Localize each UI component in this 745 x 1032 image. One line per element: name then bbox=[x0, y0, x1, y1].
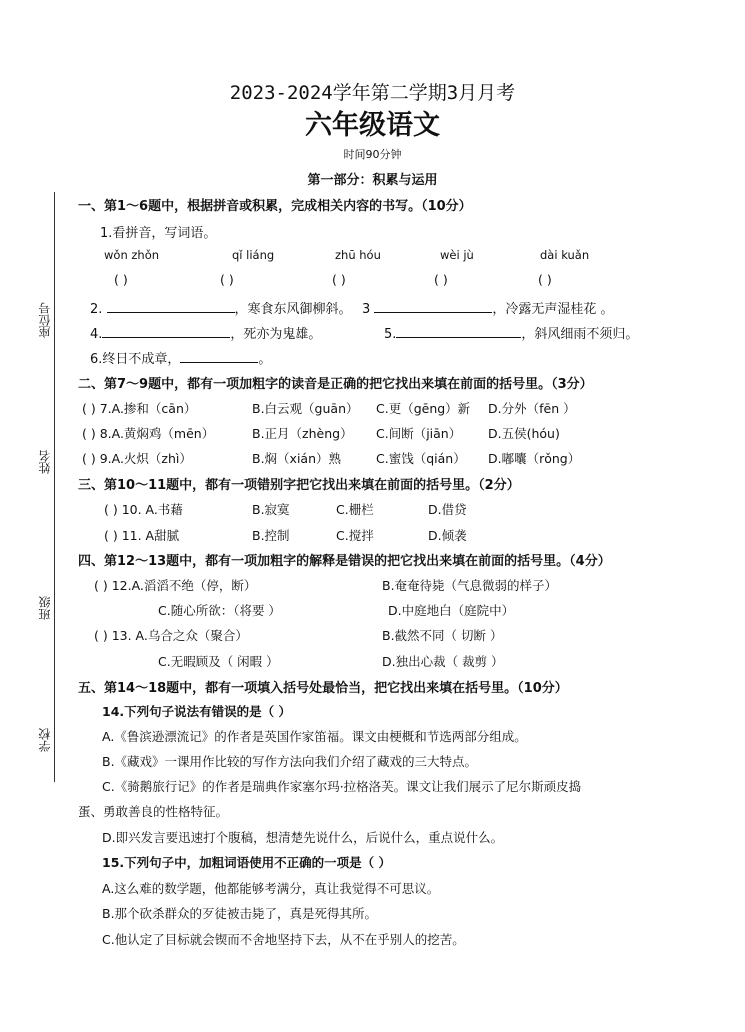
q12-option-a: ( ) 12.A.滔滔不绝（停，断） bbox=[94, 578, 257, 593]
q13-option-b: B.截然不同（ 切断 ） bbox=[382, 628, 503, 643]
q13-option-d: D.独出心裁（ 裁剪 ） bbox=[382, 654, 504, 669]
q2-number: 2. bbox=[90, 302, 103, 317]
school-label: 学校 bbox=[38, 728, 52, 752]
q2-heading: 二、第7～9题中，都有一项加粗字的读音是正确的把它找出来填在前面的括号里。（3分） bbox=[78, 377, 593, 392]
answer-paren-4[interactable]: ( ) bbox=[434, 272, 448, 287]
q8-option-a: ( ) 8.A.黄焖鸡（mēn） bbox=[82, 426, 215, 441]
q12-option-c: C.随心所欲：（将要 ） bbox=[158, 603, 281, 618]
binding-line bbox=[54, 192, 55, 782]
q6-end: 。 bbox=[258, 352, 272, 367]
q7-option-c: C.更（gēng）新 bbox=[376, 401, 471, 416]
q10-option-b: B.寂寞 bbox=[252, 502, 290, 517]
q9-option-d: D.嘟囔（rǒng） bbox=[488, 451, 581, 466]
q13-option-a: ( ) 13. A.乌合之众（聚合） bbox=[94, 628, 248, 643]
exam-title: 2023-2024学年第二学期3月月考 bbox=[229, 82, 516, 104]
q1-sub: 1.看拼音，写词语。 bbox=[100, 226, 217, 241]
subject-title: 六年级语文 bbox=[305, 110, 440, 141]
q12-option-d: D.中庭地白（庭院中） bbox=[388, 603, 515, 618]
q9-option-a: ( ) 9.A.火炽（zhì） bbox=[82, 451, 192, 466]
q3-number: 3 bbox=[362, 302, 371, 317]
q5-line bbox=[384, 323, 638, 342]
q5-text: ，斜风细雨不须归。 bbox=[521, 327, 639, 342]
fill-blank-6[interactable] bbox=[180, 350, 258, 363]
q4-text: ，死亦为鬼雄。 bbox=[230, 327, 322, 342]
q6-line bbox=[90, 348, 271, 367]
q3-text: ，冷露无声湿桂花 。 bbox=[492, 302, 614, 317]
q15-option-b: B.那个砍杀群众的歹徒被击毙了，真是死得其所。 bbox=[102, 906, 378, 921]
q3-heading: 三、第10～11题中，都有一项错别字把它找出来填在前面的括号里。（2分） bbox=[78, 478, 520, 493]
fill-blank-5[interactable] bbox=[396, 325, 521, 338]
q4-heading: 四、第12～13题中，都有一项加粗字的解释是错误的把它找出来填在前面的括号里。（4分） bbox=[78, 554, 611, 569]
q6-text: 6.终日不成章， bbox=[90, 352, 181, 367]
q11-option-c: C.搅拌 bbox=[336, 528, 374, 543]
q10-option-d: D.借贷 bbox=[428, 502, 467, 517]
q14-option-b: B.《藏戏》一课用作比较的写作方法向我们介绍了藏戏的三大特点。 bbox=[102, 754, 478, 769]
q7-option-a: ( ) 7.A.掺和（cān） bbox=[82, 401, 197, 416]
q9-option-c: C.蜜饯（qián） bbox=[376, 451, 466, 466]
q10-option-c: C.栅栏 bbox=[336, 502, 374, 517]
q2-text: ，寒食东风御柳斜。 bbox=[234, 302, 352, 317]
seat-label: 座位号 bbox=[38, 302, 52, 338]
fill-blank-4[interactable] bbox=[102, 325, 230, 338]
q8-option-d: D.五侯(hóu) bbox=[488, 426, 560, 441]
q7-option-d: D.分外（fēn ） bbox=[488, 401, 576, 416]
q14-option-c-cont: 蛋、勇敢善良的性格特征。 bbox=[78, 804, 229, 819]
q8-option-b: B.正月（zhèng） bbox=[252, 426, 353, 441]
fill-blank-3[interactable] bbox=[374, 300, 492, 313]
name-label: 姓名 bbox=[38, 450, 52, 474]
q11-option-a: ( ) 11. A甜腻 bbox=[104, 528, 180, 543]
q15-option-c: C.他认定了目标就会锲而不舍地坚持下去，从不在乎别人的挖苦。 bbox=[102, 932, 465, 947]
q7-option-b: B.白云观（guān） bbox=[252, 401, 359, 416]
pinyin-1: wǒn zhǒn bbox=[104, 248, 160, 262]
q9-option-b: B.焖（xián）熟 bbox=[252, 451, 342, 466]
q11-option-d: D.倾袭 bbox=[428, 528, 467, 543]
q4-number: 4. bbox=[90, 327, 103, 342]
q1-heading: 一、第1～6题中，根据拼音或积累，完成相关内容的书写。（10分） bbox=[78, 199, 472, 214]
exam-time: 时间90分钟 bbox=[343, 148, 402, 161]
q2-line bbox=[90, 298, 352, 317]
pinyin-5: dài kuǎn bbox=[540, 248, 590, 262]
q14-option-d: D.即兴发言要迅速打个腹稿，想清楚先说什么，后说什么，重点说什么。 bbox=[102, 830, 504, 845]
q12-option-b: B.奄奄待毙（气息微弱的样子） bbox=[382, 578, 558, 593]
pinyin-4: wèi jù bbox=[440, 248, 474, 262]
q5-heading: 五、第14～18题中，都有一项填入括号处最恰当，把它找出来填在括号里。（10分） bbox=[78, 681, 568, 696]
q4-line bbox=[90, 323, 321, 342]
pinyin-2: qǐ liáng bbox=[232, 248, 275, 262]
class-label: 班级 bbox=[38, 596, 52, 620]
fill-blank-2[interactable] bbox=[107, 300, 235, 313]
q5-number: 5. bbox=[384, 327, 397, 342]
answer-paren-5[interactable]: ( ) bbox=[538, 272, 552, 287]
pinyin-3: zhū hóu bbox=[335, 248, 381, 262]
q13-option-c: C.无暇顾及（ 闲暇 ） bbox=[158, 654, 279, 669]
q11-option-b: B.控制 bbox=[252, 528, 290, 543]
q10-option-a: ( ) 10. A.书藉 bbox=[104, 502, 183, 517]
q14-option-a: A.《鲁滨逊漂流记》的作者是英国作家笛福。课文由梗概和节选两部分组成。 bbox=[102, 729, 527, 744]
q14-stem: 14.下列句子说法有错误的是（ ） bbox=[102, 704, 291, 719]
answer-paren-3[interactable]: ( ) bbox=[332, 272, 346, 287]
q15-option-a: A.这么难的数学题，他都能够考满分，真让我觉得不可思议。 bbox=[102, 881, 440, 896]
q15-stem: 15.下列句子中，加粗词语使用不正确的一项是（ ） bbox=[102, 855, 391, 870]
q3-line bbox=[362, 298, 614, 317]
part-heading: 第一部分：积累与运用 bbox=[307, 173, 438, 188]
q14-option-c: C.《骑鹅旅行记》的作者是瑞典作家塞尔玛·拉格洛芙。课文让我们展示了尼尔斯顽皮捣 bbox=[102, 779, 582, 794]
q8-option-c: C.间断（jiān） bbox=[376, 426, 462, 441]
answer-paren-2[interactable]: ( ) bbox=[220, 272, 234, 287]
answer-paren-1[interactable]: ( ) bbox=[114, 272, 128, 287]
